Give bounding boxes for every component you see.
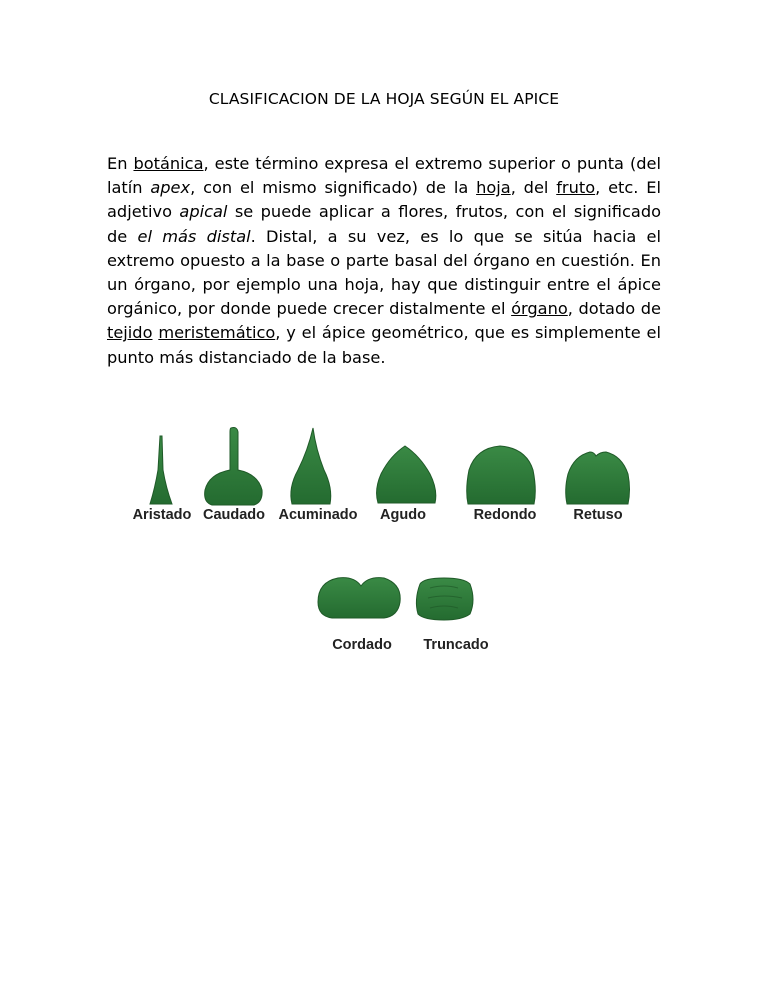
label-acuminado: Acuminado <box>278 507 358 523</box>
text-segment: se puede aplicar a flores, frutos, con el significado de <box>107 202 661 246</box>
text-segment: , este término expresa el extremo superior o punta (del latín <box>107 154 661 198</box>
leaf-truncado-icon <box>416 578 473 620</box>
link-term[interactable]: órgano <box>511 299 568 319</box>
leaf-retuso-icon <box>566 452 630 504</box>
leaf-aristado-icon <box>150 436 172 504</box>
italic-term: el más distal <box>137 226 251 246</box>
link-term[interactable]: hoja <box>476 178 511 198</box>
label-caudado: Caudado <box>202 507 266 523</box>
page-title: CLASIFICACION DE LA HOJA SEGÚN EL APICE <box>208 90 560 108</box>
text-segment: En <box>107 154 134 173</box>
leaf-caudado-icon <box>205 428 262 506</box>
leaf-acuminado-icon <box>291 428 331 504</box>
label-truncado: Truncado <box>423 637 489 653</box>
label-retuso: Retuso <box>573 507 623 523</box>
leaf-agudo-icon <box>377 446 436 503</box>
label-redondo: Redondo <box>473 507 537 523</box>
leaf-redondo-icon <box>467 446 536 504</box>
label-aristado: Aristado <box>132 507 192 523</box>
link-term[interactable]: botánica <box>133 154 204 173</box>
link-term[interactable]: tejido <box>107 323 153 343</box>
label-cordado: Cordado <box>332 637 392 653</box>
text-segment: , con el mismo significado) de la <box>190 178 477 198</box>
label-agudo: Agudo <box>380 507 426 523</box>
link-term[interactable]: meristemático <box>158 323 276 343</box>
text-segment: , etc. El adjetivo <box>107 178 661 222</box>
text-segment: , dotado de <box>567 299 662 319</box>
text-segment: , y el ápice geométrico, que es simplemente el punto más distanciado de la base. <box>107 323 661 367</box>
text-segment: , del <box>510 178 557 198</box>
link-term[interactable]: fruto <box>556 178 596 198</box>
text-segment: . Distal, a su vez, es lo que se sitúa hacia el extremo opuesto a la base o parte basal del órgano en cuestión. En un órgano, por ejemplo una hoja, hay que distinguir entre el ápice orgánico, por donde puede crecer distalmente el <box>107 226 661 319</box>
italic-term: apical <box>179 202 228 222</box>
italic-term: apex <box>150 178 191 198</box>
leaf-cordado-icon <box>318 578 400 618</box>
